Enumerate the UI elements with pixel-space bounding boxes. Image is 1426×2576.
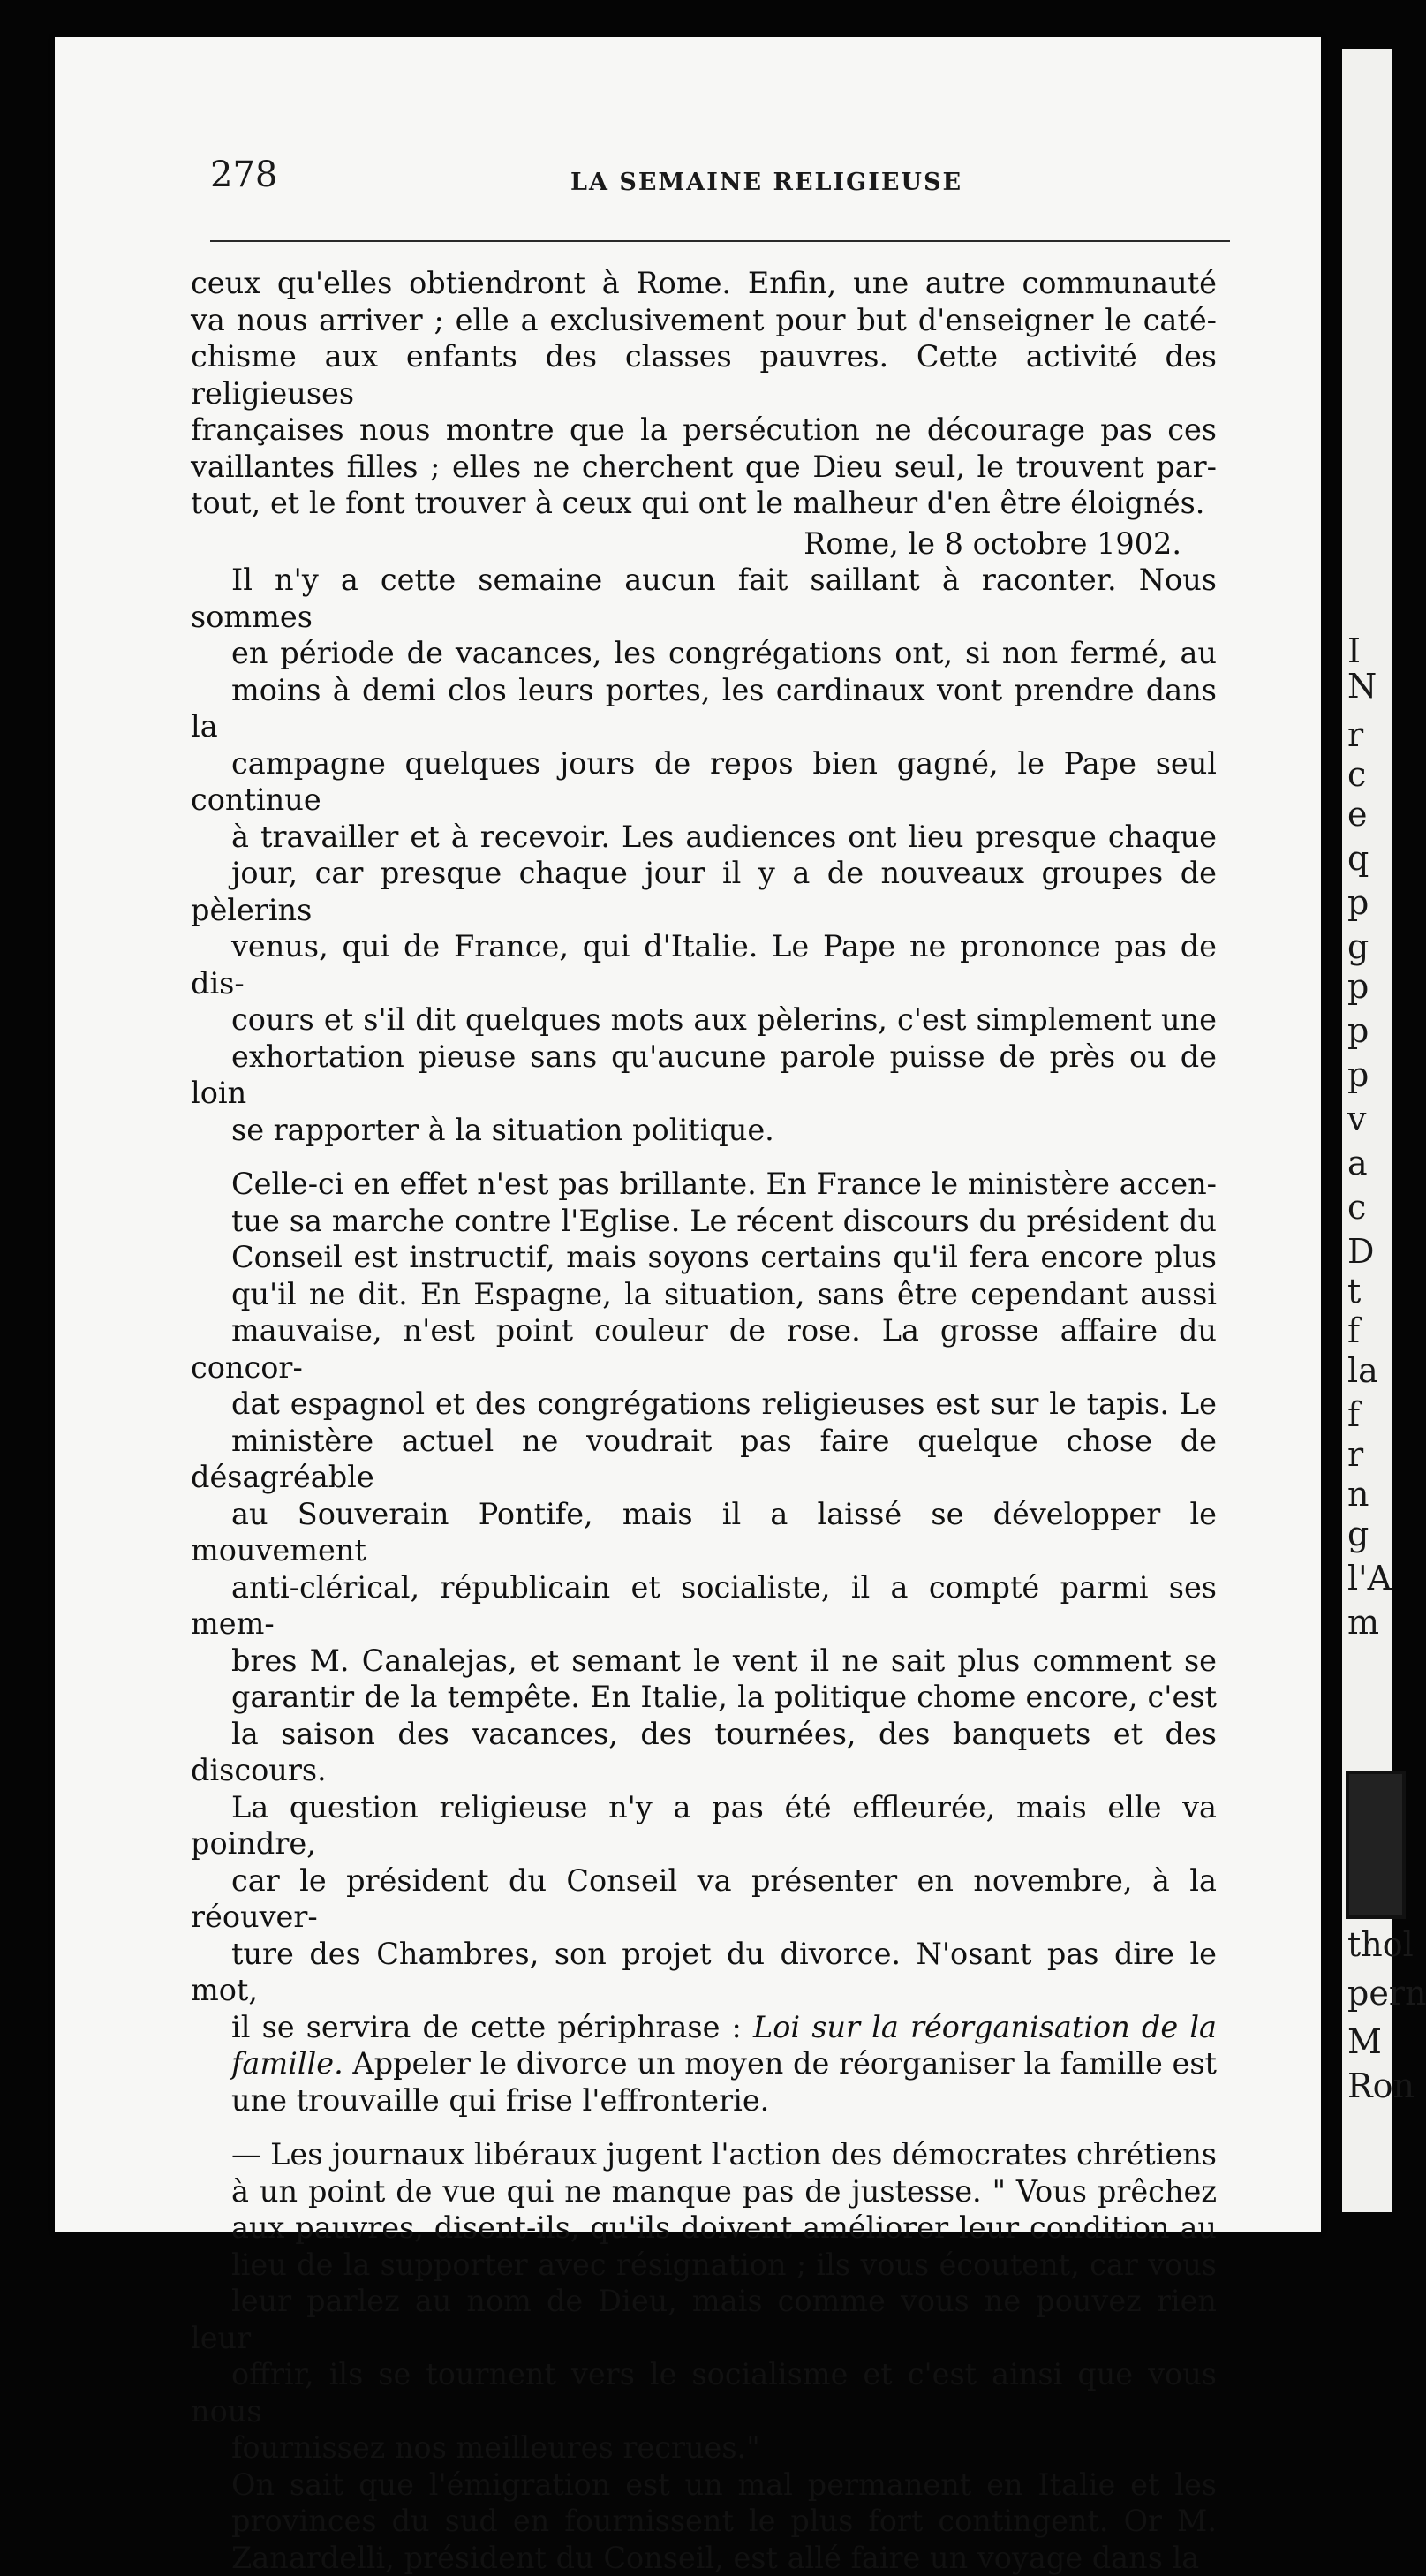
text-line: campagne quelques jours de repos bien gagné, le Pape seul continue bbox=[191, 745, 1217, 819]
text-line: cours et s'il dit quelques mots aux pèlerins, c'est simplement une bbox=[191, 1001, 1217, 1039]
text-line: tue sa marche contre l'Eglise. Le récent discours du président du bbox=[191, 1203, 1217, 1240]
text-line: Il n'y a cette semaine aucun fait saillant à raconter. Nous sommes bbox=[191, 562, 1217, 635]
text-line: ministère actuel ne voudrait pas faire quelque chose de désagréable bbox=[191, 1423, 1217, 1496]
facing-page-fragment: pern bbox=[1347, 1974, 1426, 2013]
text-line: On sait que l'émigration est un mal permanent en Italie et les bbox=[191, 2466, 1217, 2504]
paragraph bbox=[191, 2136, 1217, 2466]
facing-page-fragment: Ron bbox=[1347, 2066, 1415, 2105]
facing-page-fragment: g bbox=[1347, 1515, 1369, 1553]
text-line: il se servira de cette périphrase : Loi sur la réorganisation de la bbox=[191, 2009, 1217, 2046]
text-line: provinces du sud en fournissent le plus fort contingent. Or M. bbox=[191, 2503, 1217, 2540]
text-line: lieu de la supporter avec résignation ; ils vous écoutent, car vous bbox=[191, 2247, 1217, 2284]
page-header bbox=[210, 155, 1230, 208]
text-line: chisme aux enfants des classes pauvres. Cette activité des religieuses bbox=[191, 338, 1217, 412]
text-line: se rapporter à la situation politique. bbox=[191, 1112, 1217, 1149]
italic-phrase: famille. bbox=[231, 2046, 343, 2081]
text-line: garantir de la tempête. En Italie, la politique chome encore, c'est bbox=[191, 1679, 1217, 1716]
text-line: car le président du Conseil va présenter en novembre, à la réouver- bbox=[191, 1862, 1217, 1936]
text-line: — Les journaux libéraux jugent l'action des démocrates chrétiens bbox=[191, 2136, 1217, 2173]
facing-page-fragment: r bbox=[1347, 1435, 1363, 1474]
text-line: au Souverain Pontife, mais il a laissé se développer le mouvement bbox=[191, 1496, 1217, 1569]
text-line: tout, et le font trouver à ceux qui ont le malheur d'en être éloignés. bbox=[191, 485, 1217, 522]
text-line: La question religieuse n'y a pas été effleurée, mais elle va poindre, bbox=[191, 1789, 1217, 1862]
facing-page-fragment: m bbox=[1347, 1603, 1379, 1642]
text-line: mauvaise, n'est point couleur de rose. La grosse affaire du concor- bbox=[191, 1312, 1217, 1386]
facing-page-fragment: p bbox=[1347, 1055, 1369, 1094]
text-line: Zanardelli, président du Conseil, est allé faire un voyage dans la bbox=[191, 2540, 1217, 2576]
facing-page-fragment: la bbox=[1347, 1351, 1378, 1390]
facing-page-fragment: f bbox=[1347, 1395, 1360, 1434]
text-line: exhortation pieuse sans qu'aucune parole puisse de près ou de loin bbox=[191, 1039, 1217, 1112]
facing-page-fragment: M bbox=[1347, 2022, 1382, 2061]
facing-page-fragment: g bbox=[1347, 927, 1369, 966]
text-line: Celle-ci en effet n'est pas brillante. En France le ministère accen- bbox=[191, 1166, 1217, 1203]
dateline: Rome, le 8 octobre 1902. bbox=[191, 525, 1217, 563]
facing-page-fragment: p bbox=[1347, 1011, 1369, 1050]
paragraph bbox=[191, 265, 1217, 522]
text-line: anti-clérical, républicain et socialiste, il a compté parmi ses mem- bbox=[191, 1569, 1217, 1643]
text-line: offrir, ils se tournent vers le socialisme et c'est ainsi que vous nous bbox=[191, 2356, 1217, 2429]
facing-page-fragment: e bbox=[1347, 795, 1368, 834]
paragraph bbox=[191, 1166, 1217, 2119]
text-line: en période de vacances, les congrégations ont, si non fermé, au bbox=[191, 635, 1217, 672]
text-line: moins à demi clos leurs portes, les cardinaux vont prendre dans la bbox=[191, 672, 1217, 745]
facing-page-fragment: q bbox=[1347, 839, 1369, 878]
text-line: une trouvaille qui frise l'effronterie. bbox=[191, 2082, 1217, 2119]
paragraph bbox=[191, 562, 1217, 1148]
ornamental-initial-fragment bbox=[1346, 1771, 1406, 1919]
running-title: LA SEMAINE RELIGIEUSE bbox=[570, 169, 962, 196]
facing-page-fragment: r bbox=[1347, 715, 1363, 754]
facing-page-fragment: p bbox=[1347, 967, 1369, 1006]
text-line: bres M. Canalejas, et semant le vent il ne sait plus comment se bbox=[191, 1643, 1217, 1680]
facing-page-fragment: a bbox=[1347, 1144, 1368, 1182]
text-line: ture des Chambres, son projet du divorce. N'osant pas dire le mot, bbox=[191, 1936, 1217, 2009]
text-line: va nous arriver ; elle a exclusivement pour but d'enseigner le caté- bbox=[191, 302, 1217, 339]
text-line: jour, car presque chaque jour il y a de nouveaux groupes de pèlerins bbox=[191, 855, 1217, 928]
facing-page-fragment: n bbox=[1347, 1475, 1369, 1514]
facing-page-edge bbox=[1342, 49, 1392, 2212]
facing-page-fragment: v bbox=[1347, 1099, 1366, 1138]
italic-phrase: Loi sur la réorganisation de la bbox=[753, 2010, 1217, 2044]
text-line: la saison des vacances, des tournées, des banquets et des discours. bbox=[191, 1716, 1217, 1789]
header-rule bbox=[210, 240, 1230, 242]
text-line: venus, qui de France, qui d'Italie. Le Pape ne prononce pas de dis- bbox=[191, 928, 1217, 1001]
facing-page-fragment: I bbox=[1347, 631, 1361, 670]
paragraph bbox=[191, 2466, 1217, 2576]
body-text bbox=[191, 265, 1217, 2576]
facing-page-fragment: N bbox=[1347, 667, 1377, 706]
text-line: ceux qu'elles obtiendront à Rome. Enfin, une autre communauté bbox=[191, 265, 1217, 302]
facing-page-fragment: c bbox=[1347, 755, 1366, 794]
facing-page-fragment: D bbox=[1347, 1232, 1374, 1271]
facing-page-fragment: p bbox=[1347, 883, 1369, 922]
page-number: 278 bbox=[210, 155, 277, 195]
facing-page-fragment: f bbox=[1347, 1311, 1360, 1350]
text-line: famille. Appeler le divorce un moyen de réorganiser la famille est bbox=[191, 2045, 1217, 2082]
text-line: fournissez nos meilleures recrues." bbox=[191, 2429, 1217, 2466]
text-line: à travailler et à recevoir. Les audiences ont lieu presque chaque bbox=[191, 819, 1217, 856]
text-line: Conseil est instructif, mais soyons certains qu'il fera encore plus bbox=[191, 1239, 1217, 1276]
text-line: françaises nous montre que la persécution ne décourage pas ces bbox=[191, 412, 1217, 449]
text-line: leur parlez au nom de Dieu, mais comme vous ne pouvez rien leur bbox=[191, 2283, 1217, 2356]
text-line: dat espagnol et des congrégations religieuses est sur le tapis. Le bbox=[191, 1386, 1217, 1423]
text-line: aux pauvres, disent-ils, qu'ils doivent améliorer leur condition au bbox=[191, 2210, 1217, 2247]
facing-page-fragment: c bbox=[1347, 1188, 1366, 1227]
text-line: vaillantes filles ; elles ne cherchent que Dieu seul, le trouvent par- bbox=[191, 449, 1217, 486]
text-line: à un point de vue qui ne manque pas de justesse. " Vous prêchez bbox=[191, 2173, 1217, 2210]
facing-page-fragment: t bbox=[1347, 1272, 1361, 1311]
text-line: qu'il ne dit. En Espagne, la situation, sans être cependant aussi bbox=[191, 1276, 1217, 1313]
facing-page-fragment: l'A bbox=[1347, 1559, 1392, 1598]
facing-page-fragment: thol bbox=[1347, 1925, 1414, 1964]
